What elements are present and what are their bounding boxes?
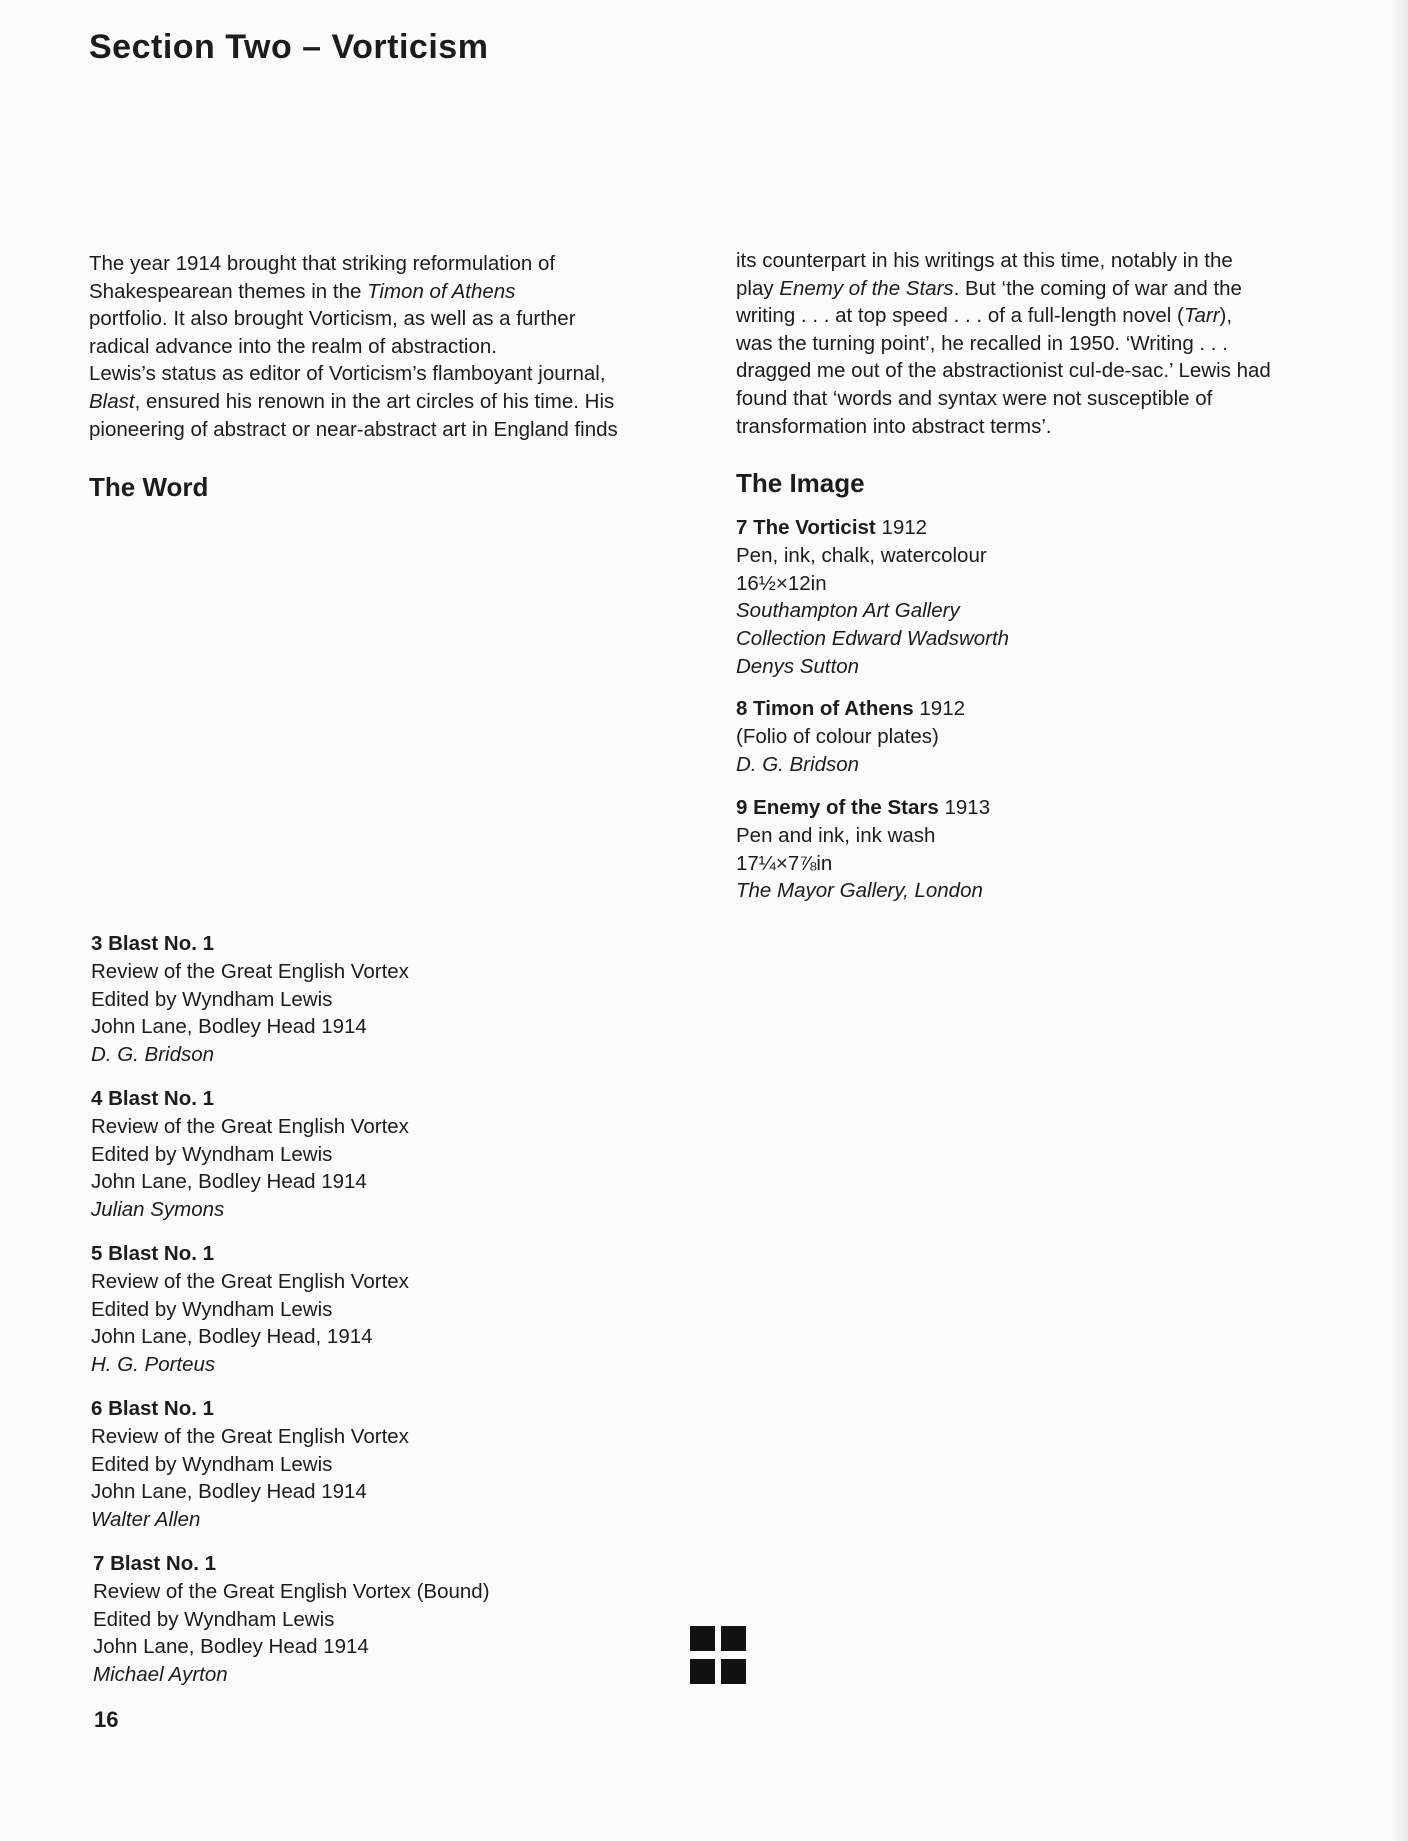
entry-line: John Lane, Bodley Head 1914 [91, 1170, 367, 1194]
entry-line: Edited by Wyndham Lewis [91, 1452, 333, 1476]
entry-line: 16½×12in [736, 571, 827, 595]
entry-owner: H. G. Porteus [91, 1353, 216, 1377]
entry-owner: The Mayor Gallery, London [736, 879, 983, 903]
entry-title: 7 The Vorticist [736, 516, 876, 539]
entry-title: 9 Enemy of the Stars [736, 796, 939, 819]
entry-owner: Michael Ayrton [93, 1663, 228, 1687]
entry-line: John Lane, Bodley Head 1914 [91, 1480, 367, 1504]
entry-owner: D. G. Bridson [736, 752, 860, 776]
catalogue-entry-blast-4 [91, 1085, 409, 1224]
intro-line: its counterpart in his writings at this time, notably in the [736, 249, 1233, 272]
entry-title: 3 Blast No. 1 [91, 932, 215, 955]
entry-year: 1912 [919, 697, 965, 720]
intro-line: was the turning point’, he recalled in 1950. ‘Writing . . . [736, 331, 1228, 355]
entry-title: 7 Blast No. 1 [93, 1552, 217, 1575]
vorticist-cross-logo-icon [690, 1626, 748, 1684]
intro-line: transformation into abstract terms’. [736, 414, 1052, 438]
catalogue-entry-blast-5 [91, 1240, 409, 1379]
entry-line: Edited by Wyndham Lewis [91, 987, 333, 1011]
entry-line: John Lane, Bodley Head 1914 [93, 1635, 369, 1659]
catalogue-entry-vorticist [736, 514, 1009, 681]
entry-owner: Walter Allen [91, 1508, 201, 1532]
entry-title: 8 Timon of Athens [736, 697, 914, 720]
entry-title: 5 Blast No. 1 [91, 1242, 215, 1265]
entry-owner: Southampton Art Gallery [736, 599, 960, 623]
intro-line: portfolio. It also brought Vorticism, as well as a further [89, 307, 576, 331]
intro-line: The year 1914 brought that striking reformulation of [89, 252, 556, 275]
entry-line: Review of the Great English Vortex [91, 1424, 409, 1448]
intro-line: pioneering of abstract or near-abstract art in England finds [89, 417, 618, 441]
entry-line: Review of the Great English Vortex [91, 1114, 409, 1138]
entry-owner: Collection Edward Wadsworth [736, 627, 1010, 651]
entry-title: 4 Blast No. 1 [91, 1087, 215, 1110]
entry-line: (Folio of colour plates) [736, 724, 939, 748]
entry-line: Review of the Great English Vortex [91, 959, 409, 983]
the-word-heading: The Word [89, 472, 209, 502]
page-number: 16 [94, 1707, 119, 1732]
intro-line: Blast, ensured his renown in the art circles of his time. His [89, 389, 615, 413]
intro-right-column [736, 247, 1336, 440]
intro-line: found that ‘words and syntax were not susceptible of [736, 386, 1213, 410]
entry-line: Edited by Wyndham Lewis [93, 1607, 335, 1631]
intro-line: Lewis’s status as editor of Vorticism’s flamboyant journal, [89, 362, 606, 386]
intro-line: radical advance into the realm of abstraction. [89, 334, 497, 358]
entry-title: 6 Blast No. 1 [91, 1397, 215, 1420]
entry-owner: D. G. Bridson [91, 1043, 215, 1067]
entry-year: 1913 [944, 796, 991, 819]
entry-line: Pen and ink, ink wash [736, 823, 936, 847]
entry-year: 1912 [881, 516, 928, 539]
intro-line: play Enemy of the Stars. But ‘the coming of war and the [736, 276, 1242, 300]
entry-line: Edited by Wyndham Lewis [91, 1297, 333, 1321]
entry-line: Review of the Great English Vortex [91, 1269, 409, 1293]
entry-line: Pen, ink, chalk, watercolour [736, 543, 987, 567]
catalogue-entry-blast-3 [91, 930, 409, 1069]
catalogue-entry-timon [736, 695, 965, 778]
catalogue-entry-blast-7 [93, 1550, 490, 1689]
entry-line: 17¼×7⅞in [736, 851, 833, 875]
entry-owner: Julian Symons [91, 1198, 225, 1222]
intro-line: Shakespearean themes in the Timon of Athens [89, 279, 516, 303]
intro-line: dragged me out of the abstractionist cul-de-sac.’ Lewis had [736, 359, 1271, 383]
entry-line: Review of the Great English Vortex (Bound) [93, 1579, 490, 1603]
entry-line: Edited by Wyndham Lewis [91, 1142, 333, 1166]
intro-left-column [89, 250, 664, 443]
entry-owner: Denys Sutton [736, 654, 860, 678]
catalogue-entry-blast-6 [91, 1395, 409, 1534]
intro-line: writing . . . at top speed . . . of a full-length novel (Tarr), [736, 304, 1233, 328]
the-image-heading: The Image [736, 468, 865, 498]
entry-line: John Lane, Bodley Head 1914 [91, 1015, 367, 1039]
catalogue-entry-enemy-of-the-stars [736, 794, 990, 905]
entry-line: John Lane, Bodley Head, 1914 [91, 1325, 373, 1349]
page-edge-shadow [1392, 0, 1408, 1841]
section-title: Section Two – Vorticism [89, 28, 489, 66]
